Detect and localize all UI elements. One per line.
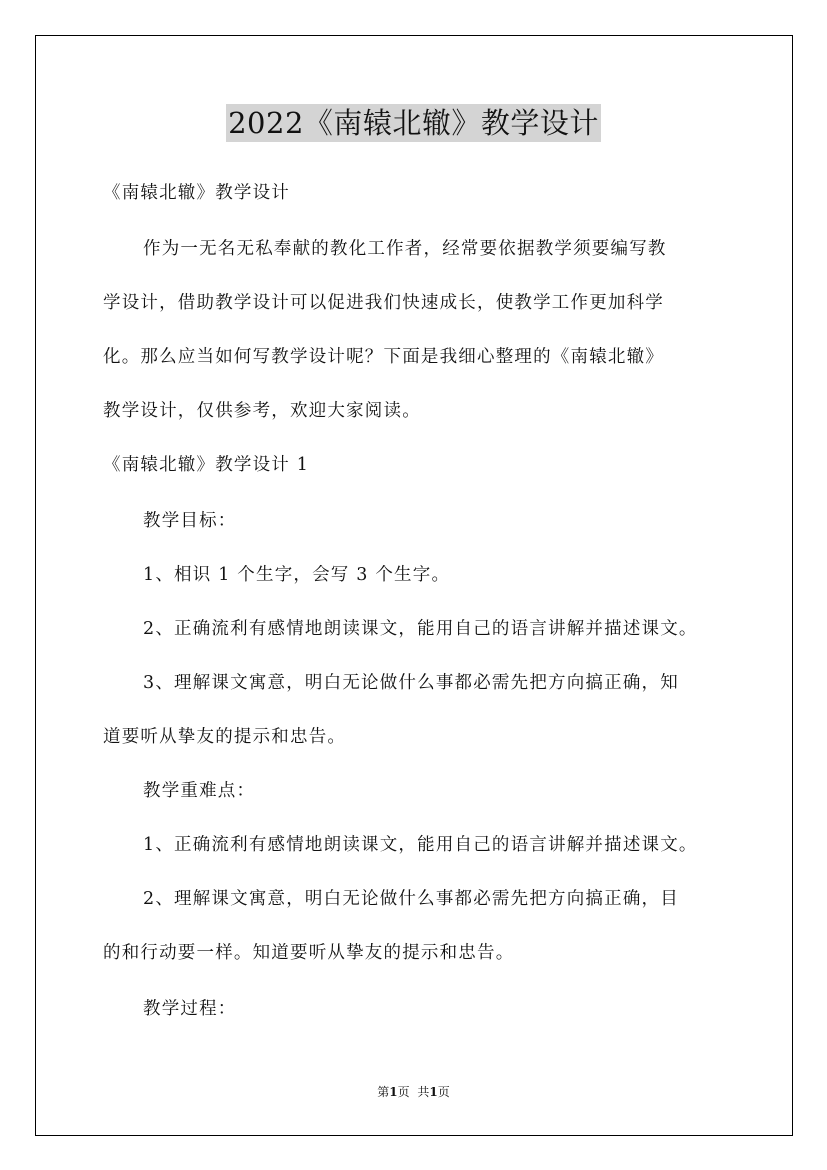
footer-total-suffix: 页 [437, 1085, 450, 1099]
key-point-item-2-line-1: 2、理解课文寓意，明白无论做什么事都必需先把方向搞正确，目 [143, 889, 679, 909]
footer-page-suffix: 页 [397, 1085, 410, 1099]
intro-paragraph-line-3: 化。那么应当如何写教学设计呢？下面是我细心整理的《南辕北辙》 [103, 347, 664, 367]
intro-paragraph-line-4: 教学设计，仅供参考，欢迎大家阅读。 [103, 401, 421, 421]
key-point-item-2-line-2: 的和行动要一样。知道要听从挚友的提示和忠告。 [103, 943, 515, 963]
section-heading: 《南辕北辙》教学设计 [103, 183, 290, 203]
key-point-item-1: 1、正确流利有感情地朗读课文，能用自己的语言讲解并描述课文。 [143, 835, 698, 855]
goal-item-2: 2、正确流利有感情地朗读课文，能用自己的语言讲解并描述课文。 [143, 619, 698, 639]
process-heading: 教学过程： [143, 999, 237, 1019]
intro-paragraph-line-1: 作为一无名无私奉献的教化工作者，经常要依据教学须要编写教 [143, 239, 667, 259]
title-container [0, 104, 827, 142]
goal-item-3-line-1: 3、理解课文寓意，明白无论做什么事都必需先把方向搞正确，知 [143, 673, 679, 693]
footer-total-prefix: 共 [417, 1085, 430, 1099]
intro-paragraph-line-2: 学设计，借助教学设计可以促进我们快速成长，使教学工作更加科学 [103, 293, 664, 313]
footer-total-number: 1 [429, 1085, 438, 1099]
key-points-heading: 教学重难点： [143, 781, 256, 801]
goal-item-3-line-2: 道要听从挚友的提示和忠告。 [103, 727, 347, 747]
footer-page-prefix: 第 [377, 1085, 390, 1099]
page-footer [0, 1084, 827, 1100]
footer-page-number: 1 [389, 1085, 398, 1099]
document-title: 2022《南辕北辙》教学设计 [228, 106, 599, 140]
section-heading-1: 《南辕北辙》教学设计 1 [103, 455, 310, 475]
goal-item-1: 1、相识 1 个生字，会写 3 个生字。 [143, 565, 451, 585]
goals-heading: 教学目标： [143, 511, 237, 531]
